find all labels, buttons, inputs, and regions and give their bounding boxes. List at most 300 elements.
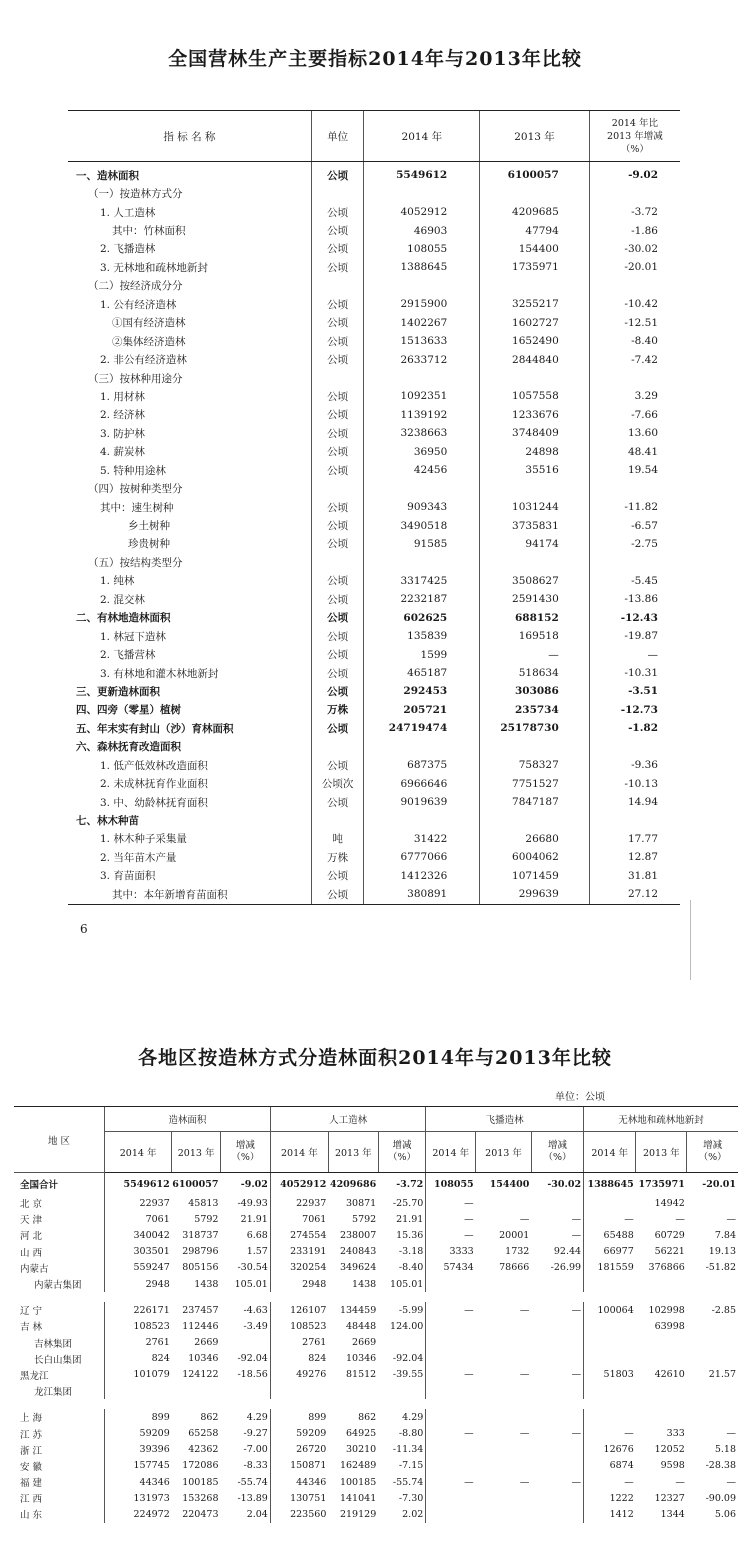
value-2014: 380891: [364, 885, 480, 904]
region-value: 899: [104, 1409, 171, 1425]
region-value: 333: [666, 1428, 685, 1440]
value-2013: 35516: [480, 461, 590, 479]
region-name: 长白山集团: [34, 1354, 82, 1366]
indicator-unit: 公顷: [311, 424, 364, 442]
change-percent: [589, 811, 680, 829]
indicator-unit: 公顷: [311, 793, 364, 811]
indicator-name: （四）按树种类型分: [88, 483, 183, 496]
region-value: 124.00: [390, 1320, 424, 1332]
value-2013: 1735971: [480, 258, 590, 276]
region-value: [584, 1383, 636, 1399]
indicator-row: [68, 627, 680, 645]
indicator-row: [68, 387, 680, 405]
table1-header-row: [68, 111, 680, 162]
region-value: —: [519, 1304, 530, 1316]
change-percent: -3.72: [589, 203, 680, 221]
value-2014: 3317425: [364, 572, 480, 590]
indicator-row: [68, 240, 680, 258]
region-value: [426, 1442, 476, 1458]
indicator-unit: 万株: [311, 848, 364, 866]
region-value: 1222: [584, 1490, 636, 1506]
change-percent: 12.87: [589, 848, 680, 866]
region-value: 48448: [346, 1320, 377, 1332]
value-2014: [364, 369, 480, 387]
indicator-name: 1. 公有经济造林: [100, 298, 177, 311]
value-2014: 3490518: [364, 516, 480, 534]
region-row: [14, 1211, 738, 1227]
value-2014: 1388645: [364, 258, 480, 276]
group-header: 人工造林: [270, 1107, 425, 1132]
region-row: [14, 1195, 738, 1211]
value-2013: 7751527: [480, 774, 590, 792]
region-value: 1438: [194, 1278, 219, 1290]
value-2014: [364, 479, 480, 497]
value-2013: [480, 811, 590, 829]
value-2014: [364, 738, 480, 756]
change-percent: [589, 369, 680, 387]
region-value: 64925: [346, 1428, 377, 1440]
region-value: [531, 1458, 583, 1474]
indicator-row: [68, 203, 680, 221]
region-row: [14, 1458, 738, 1474]
region-value: 1438: [352, 1278, 377, 1290]
region-value: —: [426, 1367, 476, 1383]
region-value: 19.13: [708, 1246, 736, 1258]
indicator-row: [68, 184, 680, 202]
change-percent: -20.01: [589, 258, 680, 276]
region-value: 240843: [339, 1246, 377, 1258]
value-2014: [364, 811, 480, 829]
indicator-name: 其中：速生树种: [100, 501, 174, 514]
change-percent: 48.41: [589, 443, 680, 461]
value-2013: 25178730: [480, 719, 590, 737]
indicator-name: 3. 有林地和灌木林地新封: [100, 667, 219, 680]
sub-header: 增减 （%）: [220, 1132, 270, 1173]
indicator-unit: 公顷: [311, 867, 364, 885]
indicator-row: [68, 479, 680, 497]
region-value: -7.00: [243, 1444, 268, 1456]
indicator-unit: 公顷: [311, 682, 364, 700]
region-value: -20.01: [702, 1178, 736, 1190]
indicator-unit: 公顷: [311, 406, 364, 424]
region-value: 162489: [339, 1460, 377, 1472]
region-value: 44346: [104, 1474, 171, 1490]
region-row: [14, 1351, 738, 1367]
page-number: 6: [80, 922, 88, 936]
region-name: 上 海: [20, 1413, 43, 1425]
value-2014: [364, 553, 480, 571]
change-percent: [589, 277, 680, 295]
indicator-name: ②集体经济造林: [112, 335, 186, 348]
indicator-unit: 公顷: [311, 516, 364, 534]
region-value: 59209: [104, 1425, 171, 1441]
region-value: -4.63: [243, 1304, 268, 1316]
change-percent: [589, 738, 680, 756]
indicator-row: [68, 221, 680, 239]
region-name: 内蒙古: [20, 1263, 49, 1275]
change-percent: -9.02: [589, 162, 680, 185]
value-2013: [480, 184, 590, 202]
indicator-row: [68, 885, 680, 904]
value-2014: 1139192: [364, 406, 480, 424]
region-value: [687, 1276, 738, 1292]
indicator-unit: 公顷: [311, 203, 364, 221]
indicator-name: 3. 育苗面积: [100, 870, 156, 883]
region-value: [220, 1383, 270, 1399]
value-2014: 4052912: [364, 203, 480, 221]
indicator-name: 5. 特种用途林: [100, 464, 166, 477]
table1-title: 全国营林生产主要指标2014年与2013年比较: [168, 48, 582, 70]
change-percent: -1.86: [589, 221, 680, 239]
group-header: 飞播造林: [426, 1107, 584, 1132]
change-percent: -7.66: [589, 406, 680, 424]
region-name: 山 东: [20, 1510, 43, 1522]
change-percent: 19.54: [589, 461, 680, 479]
change-percent: 3.29: [589, 387, 680, 405]
change-percent: [589, 553, 680, 571]
region-value: 30871: [346, 1197, 377, 1209]
region-value: 105.01: [234, 1278, 268, 1290]
region-row: [14, 1302, 738, 1318]
region-value: [476, 1409, 532, 1425]
region-value: [426, 1276, 476, 1292]
region-value: 7061: [270, 1211, 328, 1227]
change-percent: 17.77: [589, 830, 680, 848]
region-value: [531, 1335, 583, 1351]
indicator-name: 2. 经济林: [100, 409, 145, 422]
change-percent: -5.45: [589, 572, 680, 590]
spacer-row: [14, 1399, 738, 1409]
region-row: [14, 1506, 738, 1522]
region-value: 102998: [648, 1304, 685, 1316]
region-value: —: [571, 1369, 582, 1381]
region-name: 天 津: [20, 1215, 43, 1227]
region-value: —: [675, 1213, 685, 1225]
value-2014: 6777066: [364, 848, 480, 866]
change-percent: 13.60: [589, 424, 680, 442]
indicator-row: [68, 314, 680, 332]
region-value: 181559: [584, 1260, 636, 1276]
value-2013: 2844840: [480, 350, 590, 368]
region-value: 134459: [339, 1304, 377, 1316]
change-percent: [589, 184, 680, 202]
region-row: [14, 1260, 738, 1276]
region-value: [476, 1442, 532, 1458]
region-value: [636, 1409, 687, 1425]
change-percent: -3.51: [589, 682, 680, 700]
region-value: —: [571, 1476, 582, 1488]
value-2014: [364, 277, 480, 295]
region-value: -5.99: [398, 1304, 424, 1316]
indicator-row: [68, 719, 680, 737]
indicator-unit: 公顷: [311, 627, 364, 645]
indicator-name: 1. 林木种子采集量: [100, 833, 187, 846]
region-value: -30.02: [547, 1178, 582, 1190]
region-value: -51.82: [705, 1262, 736, 1274]
indicator-name: 三、更新造林面积: [76, 685, 160, 698]
region-value: 12327: [654, 1492, 685, 1504]
region-name: 河 北: [20, 1231, 43, 1243]
region-value: [531, 1195, 583, 1211]
indicator-name: 3. 中、幼龄林抚育面积: [100, 796, 208, 809]
region-value: —: [584, 1474, 636, 1490]
region-value: 100064: [584, 1302, 636, 1318]
value-2014: 1599: [364, 645, 480, 663]
change-percent: 14.94: [589, 793, 680, 811]
region-value: 559247: [104, 1260, 171, 1276]
indicator-unit: 公顷: [311, 609, 364, 627]
region-value: [584, 1409, 636, 1425]
region-row: [14, 1276, 738, 1292]
region-value: -11.34: [392, 1444, 424, 1456]
indicator-name: 2. 非公有经济造林: [100, 354, 187, 367]
change-percent: -12.73: [589, 701, 680, 719]
region-value: 1388645: [584, 1173, 636, 1196]
region-value: 108523: [270, 1318, 328, 1334]
region-value: 824: [270, 1351, 328, 1367]
region-value: [687, 1318, 738, 1334]
region-value: 65488: [584, 1227, 636, 1243]
indicator-name: 五、年末实有封山（沙）育林面积: [76, 722, 234, 735]
region-value: 105.01: [390, 1278, 424, 1290]
change-percent: -13.86: [589, 590, 680, 608]
value-2013: 1071459: [480, 867, 590, 885]
region-value: 224972: [104, 1506, 171, 1522]
region-value: -13.89: [237, 1492, 268, 1504]
region-value: -2.85: [711, 1304, 736, 1316]
value-2014: 909343: [364, 498, 480, 516]
spacer-cell: [14, 1399, 738, 1409]
indicator-row: [68, 443, 680, 461]
region-value: -28.38: [705, 1460, 736, 1472]
region-value: 78666: [499, 1262, 530, 1274]
indicator-name: 2. 飞播营林: [100, 649, 156, 662]
value-2013: [480, 553, 590, 571]
indicator-name: 2. 飞播造林: [100, 243, 156, 256]
value-2014: 3238663: [364, 424, 480, 442]
region-name: 辽 宁: [20, 1306, 43, 1318]
indicator-row: [68, 516, 680, 534]
value-2014: 1513633: [364, 332, 480, 350]
region-value: [426, 1409, 476, 1425]
value-2014: 1402267: [364, 314, 480, 332]
sub-header: 增减 （%）: [687, 1132, 738, 1173]
region-name: 内蒙古集团: [34, 1280, 82, 1292]
indicator-name: 1. 低产低效林改造面积: [100, 759, 208, 772]
region-value: [531, 1318, 583, 1334]
region-value: -7.15: [398, 1460, 424, 1472]
region-value: -49.93: [237, 1197, 268, 1209]
group-header: 无林地和疏林地新封: [584, 1107, 738, 1132]
region-value: 56221: [654, 1246, 685, 1258]
region-value: [531, 1442, 583, 1458]
region-value: 100185: [182, 1476, 219, 1488]
header-2014: 2014 年: [364, 111, 480, 162]
region-value: [687, 1351, 738, 1367]
indicator-row: [68, 461, 680, 479]
indicator-row: [68, 572, 680, 590]
region-row: [14, 1335, 738, 1351]
region-value: [220, 1335, 270, 1351]
value-2014: 36950: [364, 443, 480, 461]
region-value: [636, 1383, 687, 1399]
region-value: 49276: [270, 1367, 328, 1383]
region-value: [426, 1335, 476, 1351]
region-value: 22937: [104, 1195, 171, 1211]
change-percent: -7.42: [589, 350, 680, 368]
region-value: [531, 1276, 583, 1292]
region-value: 4.29: [246, 1411, 268, 1423]
region-value: 4.29: [402, 1411, 424, 1423]
indicator-name: （二）按经济成分分: [88, 280, 183, 293]
region-value: [426, 1506, 476, 1522]
region-value: 6874: [584, 1458, 636, 1474]
indicator-name: 七、林木种苗: [76, 815, 139, 828]
region-value: 238007: [339, 1229, 377, 1241]
region-value: 2761: [270, 1335, 328, 1351]
region-value: 60729: [654, 1229, 685, 1241]
indicator-unit: 公顷: [311, 350, 364, 368]
change-percent: 27.12: [589, 885, 680, 904]
indicator-name: （五）按结构类型分: [88, 556, 183, 569]
region-value: 2.04: [246, 1508, 268, 1520]
change-percent: -8.40: [589, 332, 680, 350]
change-percent: 31.81: [589, 867, 680, 885]
region-value: 219129: [339, 1508, 377, 1520]
value-2013: 3255217: [480, 295, 590, 313]
value-2013: 1031244: [480, 498, 590, 516]
region-value: 824: [104, 1351, 171, 1367]
sub-header: 增减 （%）: [378, 1132, 426, 1173]
region-value: [476, 1458, 532, 1474]
table2-unit: 单位：公顷: [555, 1092, 605, 1103]
indicator-name: （三）按林种用途分: [88, 372, 183, 385]
indicator-name: 4. 薪炭林: [100, 446, 145, 459]
value-2013: 688152: [480, 609, 590, 627]
region-value: 39396: [104, 1442, 171, 1458]
indicator-row: [68, 848, 680, 866]
indicator-unit: 公顷: [311, 461, 364, 479]
region-value: —: [519, 1369, 530, 1381]
indicator-unit: [311, 738, 364, 756]
region-value: [476, 1490, 532, 1506]
region-value: -92.04: [237, 1353, 268, 1365]
indicator-unit: 公顷: [311, 332, 364, 350]
region-value: [328, 1383, 378, 1399]
change-percent: -19.87: [589, 627, 680, 645]
region-value: 233191: [270, 1244, 328, 1260]
region-value: 63998: [654, 1320, 685, 1332]
value-2014: 6966646: [364, 774, 480, 792]
indicator-row: [68, 738, 680, 756]
region-value: 57434: [426, 1260, 476, 1276]
indicator-name: （一）按造林方式分: [88, 188, 183, 201]
indicator-unit: 公顷: [311, 498, 364, 516]
region-value: 45813: [188, 1197, 219, 1209]
value-2013: 1233676: [480, 406, 590, 424]
region-value: [426, 1383, 476, 1399]
header-change: 2014 年比 2013 年增减 （%）: [589, 111, 680, 162]
value-2014: 465187: [364, 664, 480, 682]
indicator-row: [68, 793, 680, 811]
value-2014: 687375: [364, 756, 480, 774]
region-value: -8.33: [243, 1460, 268, 1472]
region-value: 42610: [654, 1369, 685, 1381]
region-value: 51803: [584, 1367, 636, 1383]
sub-header: 2014 年: [584, 1132, 636, 1173]
header-unit: 单位: [311, 111, 364, 162]
region-value: 1412: [584, 1506, 636, 1522]
region-value: 1.57: [246, 1246, 268, 1258]
region-value: 1344: [660, 1508, 685, 1520]
value-2014: 1092351: [364, 387, 480, 405]
indicator-name: 1. 纯林: [100, 575, 135, 588]
region-value: 2761: [104, 1335, 171, 1351]
region-value: -9.02: [240, 1178, 268, 1190]
region-value: 59209: [270, 1425, 328, 1441]
region-value: 12052: [654, 1444, 685, 1456]
region-value: [584, 1276, 636, 1292]
indicator-row: [68, 701, 680, 719]
value-2013: 24898: [480, 443, 590, 461]
indicator-name: 3. 防护林: [100, 427, 145, 440]
region-value: —: [726, 1476, 736, 1488]
region-value: -3.18: [398, 1246, 424, 1258]
region-name: 江 西: [20, 1494, 43, 1506]
region-value: —: [726, 1428, 736, 1440]
value-2013: 758327: [480, 756, 590, 774]
region-name: 山 西: [20, 1247, 43, 1259]
indicator-unit: 公顷: [311, 572, 364, 590]
change-percent: -10.13: [589, 774, 680, 792]
region-row: [14, 1474, 738, 1490]
region-value: 5549612: [104, 1173, 171, 1196]
indicator-name: 二、有林地造林面积: [76, 612, 171, 625]
value-2014: [364, 184, 480, 202]
indicator-row: [68, 350, 680, 368]
value-2014: 602625: [364, 609, 480, 627]
region-row: [14, 1367, 738, 1383]
region-value: 124122: [182, 1369, 219, 1381]
region-value: 6.68: [246, 1229, 268, 1241]
region-value: —: [571, 1428, 582, 1440]
indicator-name: 2. 混交林: [100, 593, 145, 606]
region-value: [104, 1383, 171, 1399]
sub-header: 增减 （%）: [531, 1132, 583, 1173]
change-percent: [589, 479, 680, 497]
indicator-unit: 公顷: [311, 162, 364, 185]
region-value: 81512: [346, 1369, 377, 1381]
value-2014: 9019639: [364, 793, 480, 811]
indicator-row: [68, 682, 680, 700]
indicator-unit: [311, 277, 364, 295]
region-value: 2.02: [402, 1508, 424, 1520]
value-2014: 135839: [364, 627, 480, 645]
value-2013: 303086: [480, 682, 590, 700]
region-value: [531, 1351, 583, 1367]
region-row: [14, 1490, 738, 1506]
region-value: 141041: [339, 1492, 377, 1504]
sub-header: 2014 年: [426, 1132, 476, 1173]
indicator-row: [68, 162, 680, 185]
region-value: 5.06: [714, 1508, 736, 1520]
indicator-unit: 公顷: [311, 295, 364, 313]
indicator-row: [68, 498, 680, 516]
indicator-row: [68, 535, 680, 553]
indicator-row: [68, 553, 680, 571]
region-value: [270, 1383, 328, 1399]
value-2014: 42456: [364, 461, 480, 479]
